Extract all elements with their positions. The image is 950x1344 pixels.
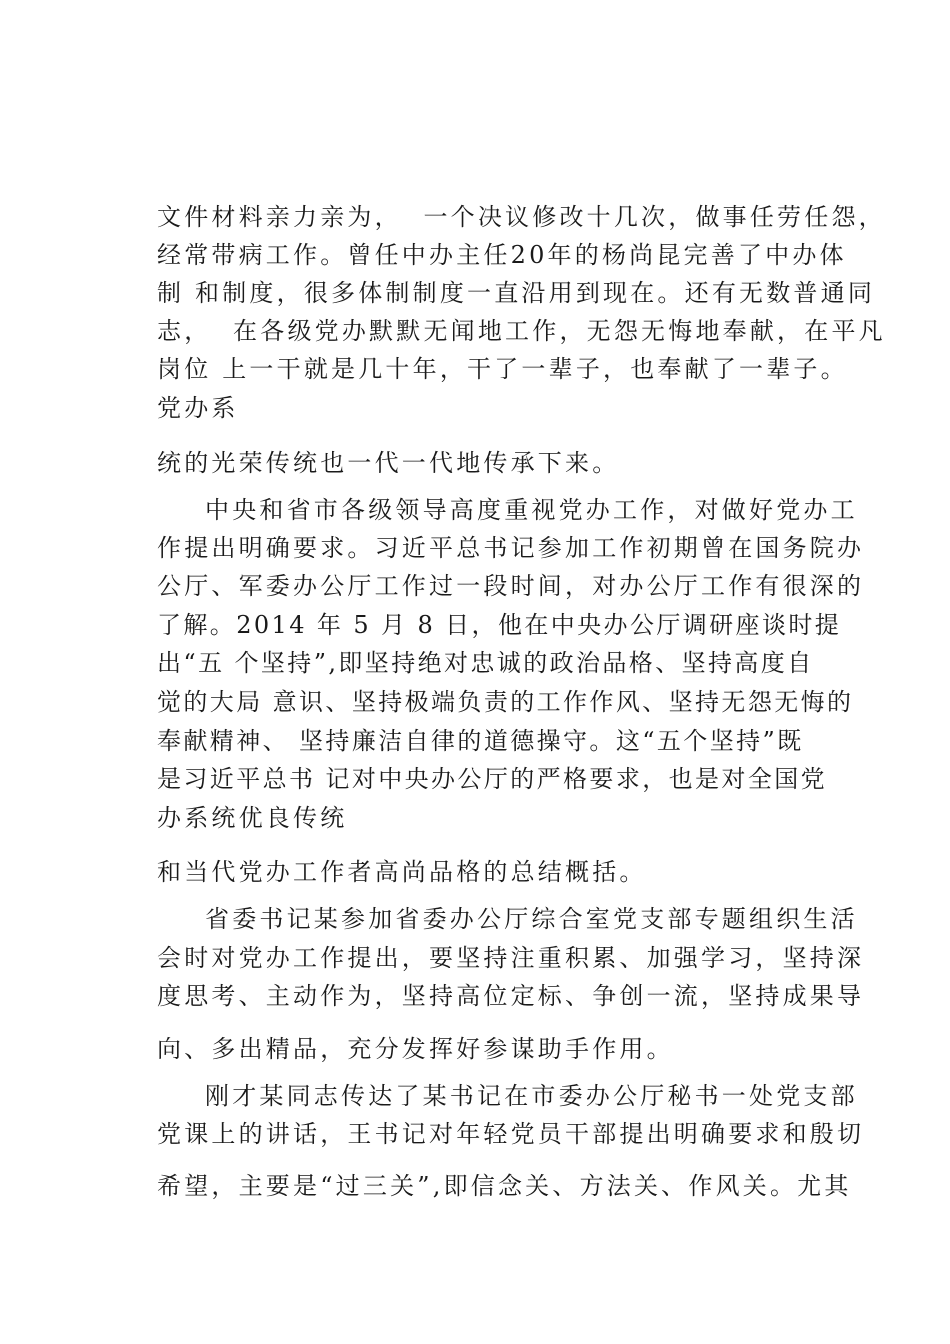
text-line: 志， 在各级党办默默无闻地工作，无怨无悔地奉献，在平凡 [157,317,886,345]
text-line: 公厅、军委办公厅工作过一段时间，对办公厅工作有很深的 [157,572,865,600]
text-line: 作提出明确要求。习近平总书记参加工作初期曾在国务院办 [157,534,865,562]
text-line: 和当代党办工作者高尚品格的总结概括。 [157,858,647,886]
text-line: 了解。2014 年 5 月 8 日，他在中央办公厅调研座谈时提 [157,611,842,639]
text-line: 办系统优良传统 [157,804,348,832]
text-line: 文件材料亲力亲为， 一个决议修改十几次，做事任劳任怨， [157,203,886,231]
text-line: 希望，主要是“过三关”,即信念关、方法关、作风关。尤其 [157,1172,852,1200]
text-line: 党办系 [157,394,239,422]
text-line: 是习近平总书 记对中央办公厅的严格要求，也是对全国党 [157,765,828,793]
paragraph-first-line: 省委书记某参加省委办公厅综合室党支部专题组织生活 [205,905,858,933]
paragraph-first-line: 中央和省市各级领导高度重视党办工作，对做好党办工 [205,496,858,524]
text-line: 出“五 个坚持”,即坚持绝对忠诚的政治品格、坚持高度自 [157,649,814,677]
text-line: 觉的大局 意识、坚持极端负责的工作作风、坚持无怨无悔的 [157,688,854,716]
text-line: 度思考、主动作为，坚持高位定标、争创一流，坚持成果导 [157,982,865,1010]
text-line: 党课上的讲话，王书记对年轻党员干部提出明确要求和殷切 [157,1120,865,1148]
text-line: 会时对党办工作提出，要坚持注重积累、加强学习，坚持深 [157,944,865,972]
text-line: 统的光荣传统也一代一代地传承下来。 [157,449,620,477]
text-line: 向、多出精品，充分发挥好参谋助手作用。 [157,1035,674,1063]
paragraph-first-line: 刚才某同志传达了某书记在市委办公厅秘书一处党支部 [205,1082,858,1110]
text-line: 经常带病工作。曾任中办主任20年的杨尚昆完善了中办体 [157,241,847,269]
text-line: 岗位 上一干就是几十年，干了一辈子，也奉献了一辈子。 [157,355,848,383]
text-line: 制 和制度，很多体制制度一直沿用到现在。还有无数普通同 [157,279,876,307]
text-line: 奉献精神、 坚持廉洁自律的道德操守。这“五个坚持”既 [157,727,804,755]
